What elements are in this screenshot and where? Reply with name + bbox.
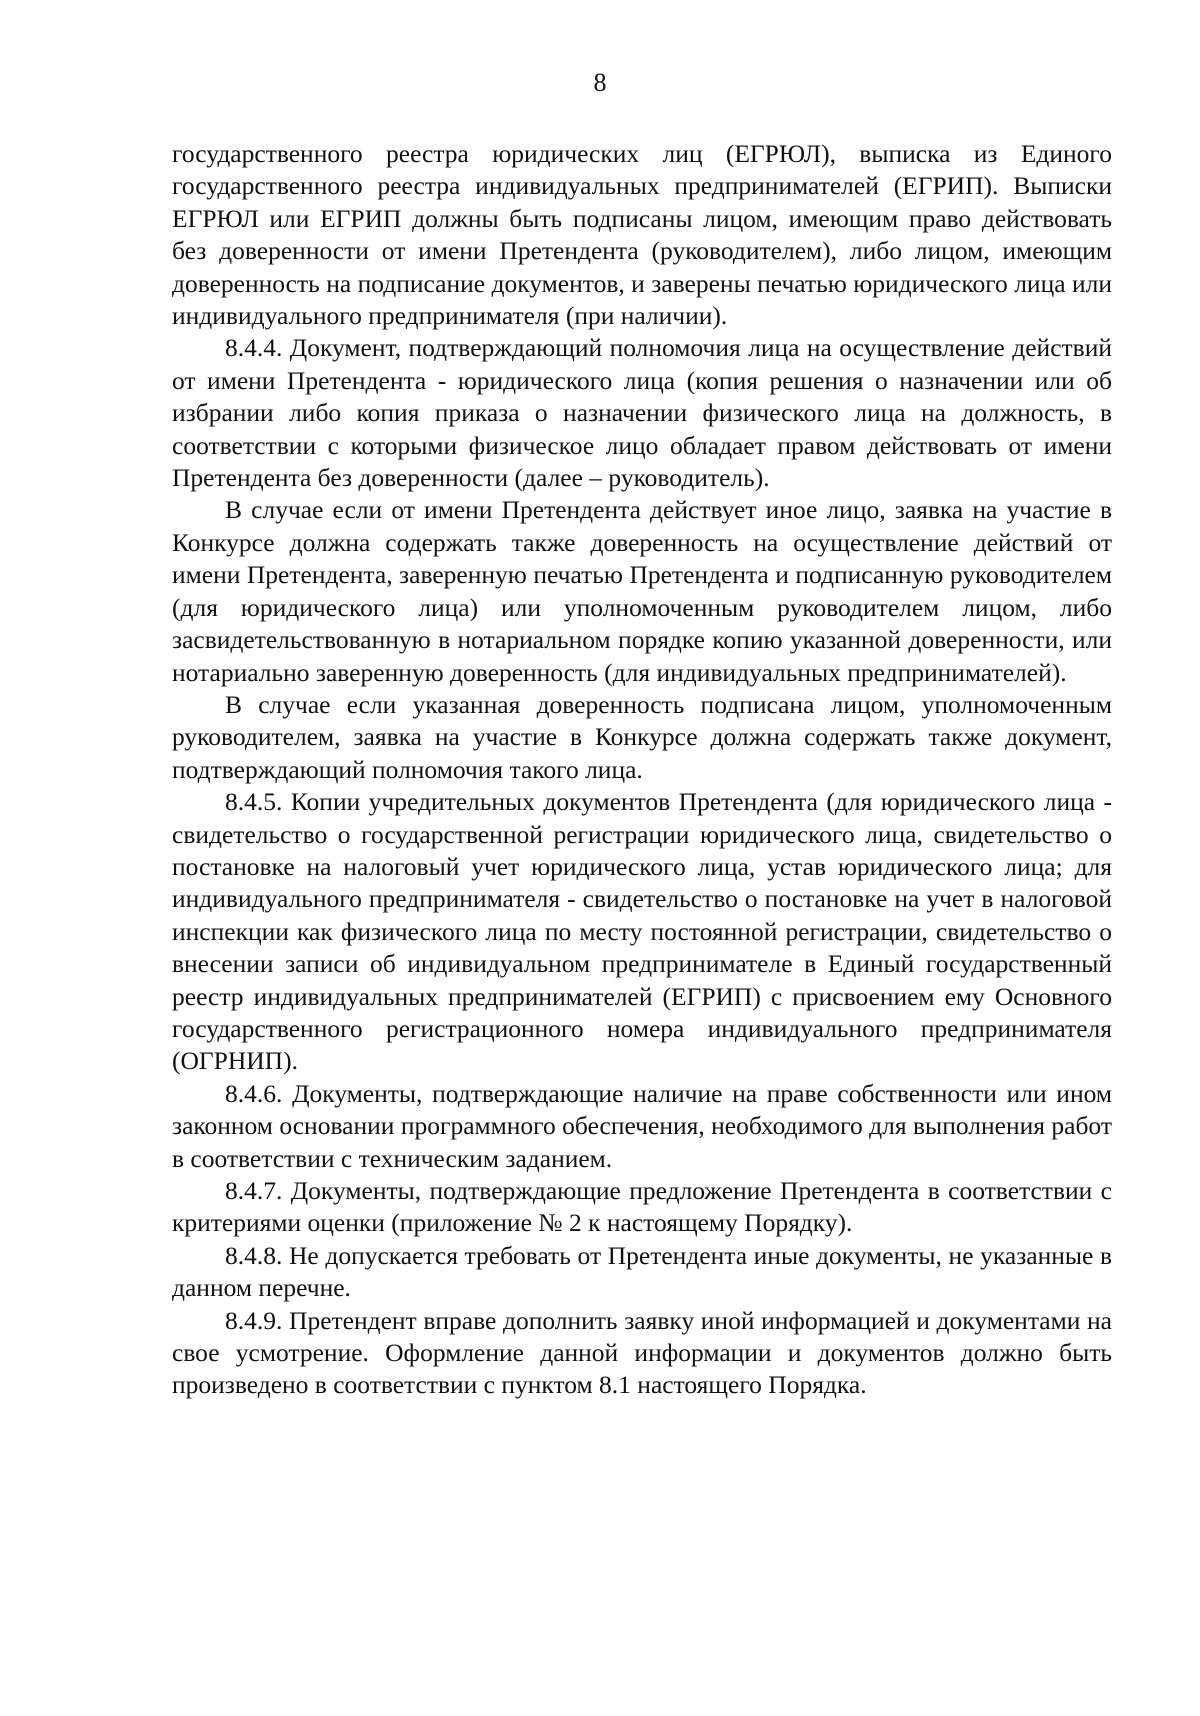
paragraph-8-4-9: 8.4.9. Претендент вправе дополнить заявку иной информацией и документами на свое усмотрение. Оформление данной информации и документов должно быть произведено в соответствии с пунктом 8.1 настоящего Порядка.: [172, 1305, 1112, 1400]
document-body: [172, 138, 1112, 1402]
paragraph-intro: государственного реестра юридических лиц (ЕГРЮЛ), выписка из Единого государственного реестра индивидуальных предпринимателей (ЕГРИП). Выписки ЕГРЮЛ или ЕГРИП должны быть подписаны лицом, имеющим право действовать без доверенности от имени Претендента (руководителем), либо лицом, имеющим доверенность на подписание документов, и заверены печатью юридического лица или индивидуального предпринимателя (при наличии).: [172, 139, 1112, 331]
paragraph-8-4-6: 8.4.6. Документы, подтверждающие наличие на праве собственности или ином законном основании программного обеспечения, необходимого для выполнения работ в соответствии с техническим заданием.: [172, 1078, 1112, 1173]
paragraph-8-4-4: 8.4.4. Документ, подтверждающий полномочия лица на осуществление действий от имени Претендента - юридического лица (копия решения о назначении или об избрании либо копия приказа о назначении физического лица на должность, в соответствии с которыми физическое лицо обладает правом действовать от имени Претендента без доверенности (далее – руководитель).: [172, 333, 1112, 493]
paragraph-8-4-8: 8.4.8. Не допускается требовать от Претендента иные документы, не указанные в данном перечне.: [172, 1240, 1112, 1303]
paragraph-proxy-case: В случае если от имени Претендента действует иное лицо, заявка на участие в Конкурсе должна содержать также доверенность на осуществление действий от имени Претендента, заверенную печатью Претендента и подписанную руководителем (для юридического лица) или уполномоченным руководителем лицом, либо засвидетельствованную в нотариальном порядке копию указанной доверенности, или нотариально заверенную доверенность (для индивидуальных предпринимателей).: [172, 495, 1112, 687]
paragraph-8-4-7: 8.4.7. Документы, подтверждающие предложение Претендента в соответствии с критериями оценки (приложение № 2 к настоящему Порядку).: [172, 1176, 1112, 1238]
paragraph-8-4-5: 8.4.5. Копии учредительных документов Претендента (для юридического лица - свидетельство о государственной регистрации юридического лица, свидетельство о постановке на налоговый учет юридического лица, устав юридического лица; для индивидуального предпринимателя - свидетельство о постановке на учет в налоговой инспекции как физического лица по месту постоянной регистрации, свидетельство о внесении записи об индивидуальном предпринимателе в Единый государственный реестр индивидуальных предпринимателей (ЕГРИП) с присвоением ему Основного государственного регистрационного номера индивидуального предпринимателя (ОГРНИП).: [172, 787, 1112, 1076]
paragraph-authorized-proxy-case: В случае если указанная доверенность подписана лицом, уполномоченным руководителем, заявка на участие в Конкурсе должна содержать также документ, подтверждающий полномочия такого лица.: [172, 689, 1112, 784]
page-number: 8: [593, 68, 607, 97]
